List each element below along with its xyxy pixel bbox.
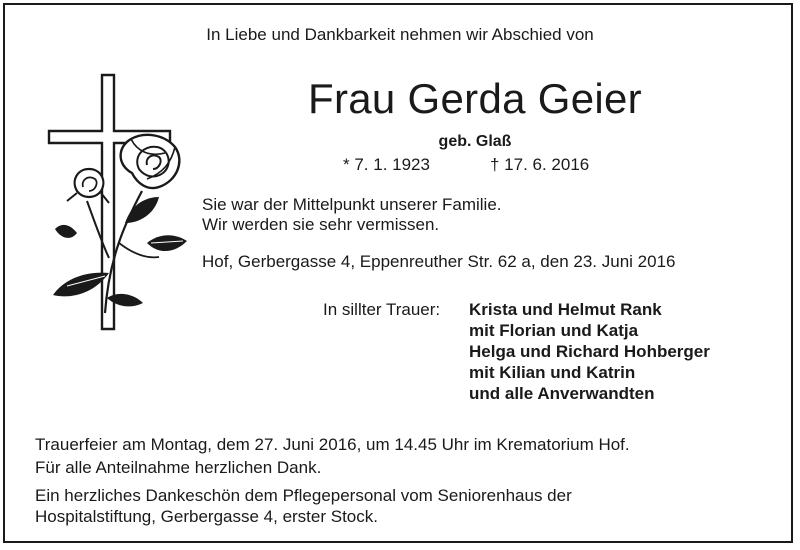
thanks-line: Hospitalstiftung, Gerbergasse 4, erster Stock.	[35, 507, 378, 526]
thanks-line: Ein herzliches Dankeschön dem Pflegepersonal vom Seniorenhaus der	[35, 486, 572, 505]
obituary-notice	[3, 3, 793, 543]
cross-with-rose-icon	[47, 73, 197, 333]
mourners-label: In sillter Trauer:	[323, 300, 441, 319]
verse-line: Sie war der Mittelpunkt unserer Familie.	[202, 195, 502, 214]
birth-date: * 7. 1. 1923	[343, 155, 430, 174]
mourner-line: Krista und Helmut Rank	[469, 300, 662, 319]
mourner-line: mit Kilian und Katrin	[469, 363, 636, 382]
verse-line: Wir werden sie sehr vermissen.	[202, 215, 440, 234]
intro-text: In Liebe und Dankbarkeit nehmen wir Abschied von	[206, 25, 594, 44]
deceased-name: Frau Gerda Geier	[308, 75, 642, 122]
thanks-line: Für alle Anteilnahme herzlichen Dank.	[35, 458, 322, 477]
funeral-info: Trauerfeier am Montag, dem 27. Juni 2016, um 14.45 Uhr im Krematorium Hof.	[35, 435, 630, 454]
place-and-date: Hof, Gerbergasse 4, Eppenreuther Str. 62 a, den 23. Juni 2016	[202, 252, 676, 271]
mourner-line: und alle Anverwandten	[469, 384, 655, 403]
mourner-line: Helga und Richard Hohberger	[469, 342, 710, 361]
mourner-line: mit Florian und Katja	[469, 321, 639, 340]
death-date: † 17. 6. 2016	[490, 155, 590, 174]
maiden-name: geb. Glaß	[438, 133, 512, 150]
